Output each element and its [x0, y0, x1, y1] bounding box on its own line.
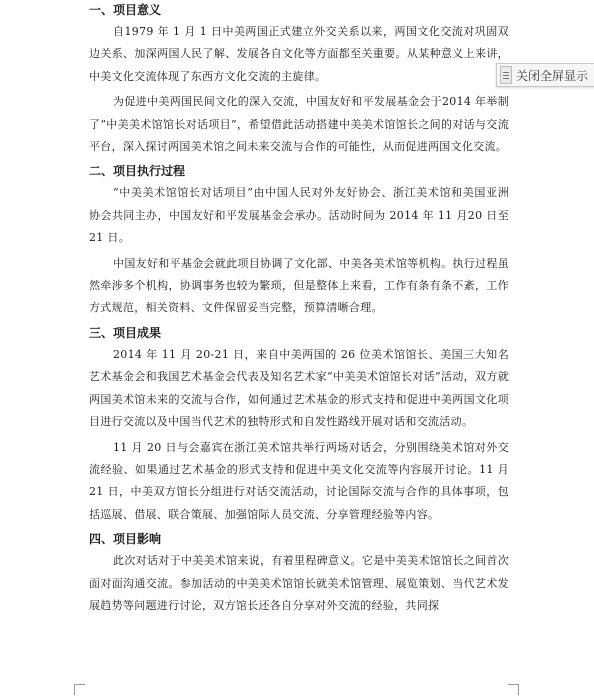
section-results	[89, 323, 509, 526]
page-corner-mark	[74, 684, 85, 695]
exit-fullscreen-label: 关闭全屏显示	[516, 68, 589, 83]
drag-handle-icon[interactable]	[500, 66, 512, 84]
page-corner-mark	[508, 684, 519, 695]
section-heading: 一、项目意义	[89, 3, 162, 17]
paragraph: 11 月 20 日与会嘉宾在浙江美术馆共举行两场对话会，分别围绕美术馆对外交流经验、如果通过艺术基金的形式支持和促进中美文化交流等内容展开讨论。11 月 21 日，中美双方馆长分组进行对话交流活动，讨论国际交流与合作的具体事项，包括巡展、借展、联合策展、加强馆际人员交流、分享管理经验等内容。	[89, 440, 509, 521]
section-heading: 四、项目影响	[89, 532, 162, 547]
section-execution	[89, 161, 509, 319]
paragraph: 为促进中美两国民间文化的深入交流，中国友好和平发展基金会于2014 年举制了“中美美术馆馆长对话项目”，希望借此活动搭建中美美术馆馆长之间的对话与交流平台，深入探讨两国美术馆之间未来交流与合作的可能性，从而促进两国文化交流。	[89, 95, 509, 154]
exit-fullscreen-button[interactable]	[496, 63, 594, 87]
paragraph: 自1979 年 1 月 1 日中美两国正式建立外交关系以来，两国文化交流对巩固双边关系、加深两国人民了解、发展各自文化等方面都至关重要。从某种意义上来讲，中美文化交流体现了东西方文化交流的主旋律。	[89, 25, 509, 83]
paragraph: 此次对话对于中美美术馆来说，有着里程碑意义。它是中美美术馆馆长之间首次面对面沟通交流。参加活动的中美美术馆馆长就美术馆管理、展览策划、当代艺术发展趋势等问题进行讨论，双方馆长还各自分享对外交流的经验，共同探	[89, 554, 509, 612]
document-body	[89, 0, 509, 620]
paragraph: 中国友好和平基金会就此项目协调了文化部、中美各美术馆等机构。执行过程虽然牵涉多个机构，协调事务也较为繁琐，但是整体上来看，工作有条有条不紊，工作方式规范，相关资料、文件保留妥当完整，预算清晰合理。	[89, 256, 509, 315]
section-impact	[89, 529, 509, 617]
section-heading: 三、项目成果	[89, 325, 162, 340]
paragraph: 2014 年 11 月 20-21 日，来自中美两国的 26 位美术馆馆长、美国三大知名艺术基金会和我国艺术基金会代表及知名艺术家“中美美术馆馆长对话”活动，双方就两国美术馆未来的交流与合作，如何通过艺术基金的形式支持和促进中美两国文化项目进行交流以及中国当代艺术的独特形式和自发性路线开展对话和交流活动。	[89, 347, 509, 429]
paragraph: “中美美术馆馆长对话项目”由中国人民对外友好协会、浙江美术馆和美国亚洲协会共同主办，中国友好和平发展基金会承办。活动时间为 2014 年 11 月20 日至21 日。	[89, 186, 509, 245]
section-heading: 二、项目执行过程	[89, 164, 186, 179]
section-significance	[89, 0, 509, 158]
